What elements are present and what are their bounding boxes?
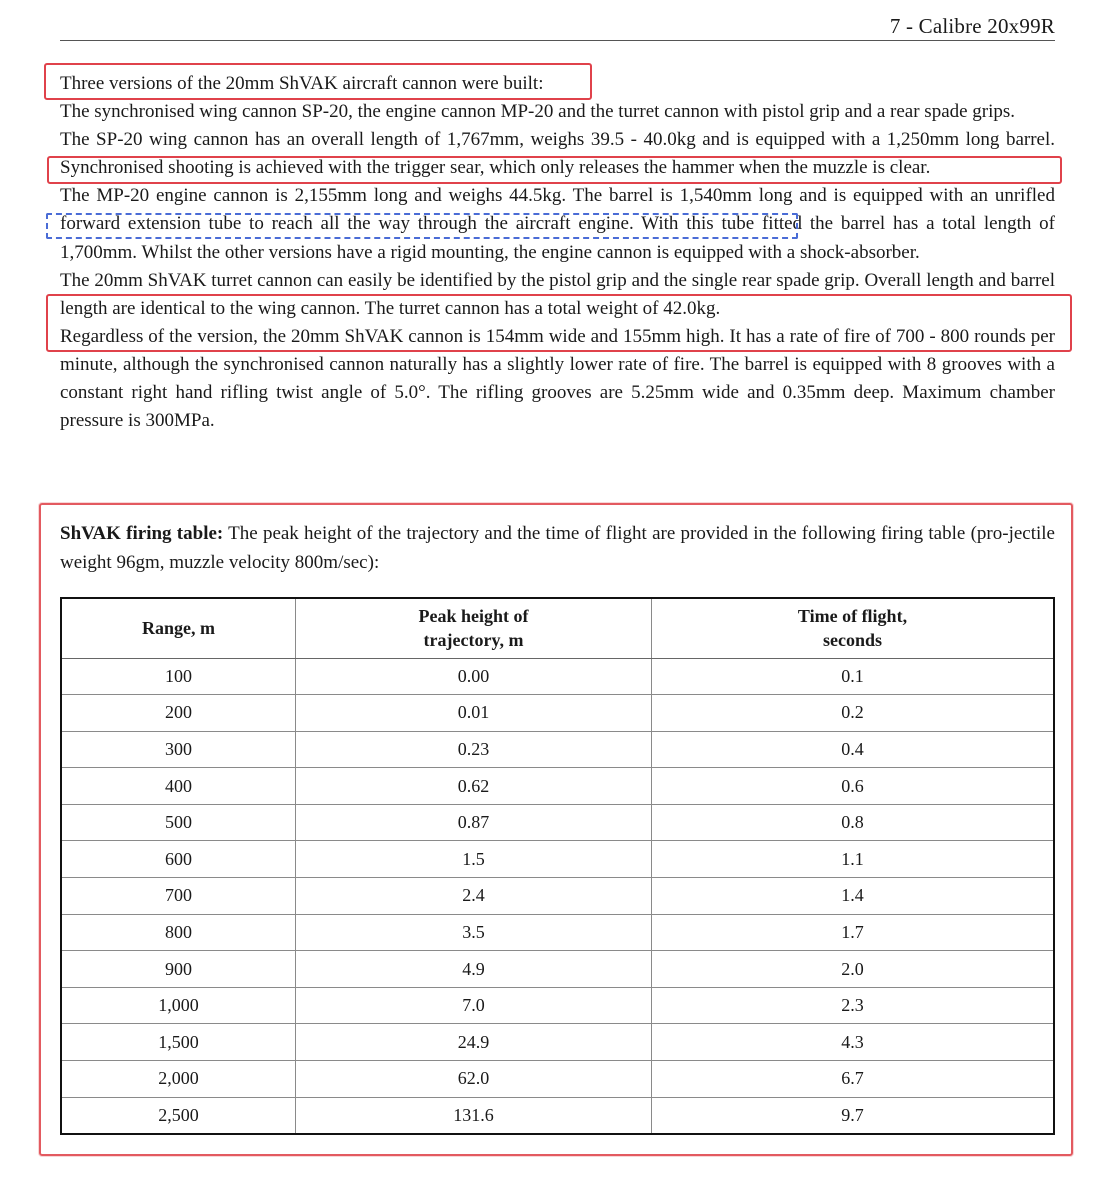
- cell-time-of-flight: 0.2: [652, 695, 1055, 732]
- header-peak-height-text: Peak height of trajectory, m: [418, 606, 529, 651]
- cell-peak-height: 3.5: [296, 914, 652, 951]
- caption-text: The peak height of the trajectory and the time of flight are provided in the following firing table (pro-jectile weight 96gm, muzzle velocity 800m/sec):: [60, 523, 1055, 573]
- cell-peak-height: 0.01: [296, 695, 652, 732]
- table-row: [61, 914, 1054, 951]
- cell-peak-height: 1.5: [296, 841, 652, 878]
- table-row: [61, 658, 1054, 695]
- cell-time-of-flight: 1.1: [652, 841, 1055, 878]
- cell-peak-height: 7.0: [296, 987, 652, 1024]
- cell-peak-height: 62.0: [296, 1061, 652, 1098]
- running-head: 7 - Calibre 20x99R: [60, 12, 1055, 41]
- paragraph-turret: The 20mm ShVAK turret cannon can easily be identified by the pistol grip and the single rear spade grip. Overall length and barrel length are identical to the wing cannon. The turret cannon has a total weight of 42.0kg.: [60, 269, 1055, 319]
- cell-range: 600: [61, 841, 296, 878]
- cell-range: 2,000: [61, 1061, 296, 1098]
- header-time-of-flight: [652, 598, 1055, 658]
- cell-range: 100: [61, 658, 296, 695]
- cell-time-of-flight: 6.7: [652, 1061, 1055, 1098]
- cell-range: 1,500: [61, 1024, 296, 1061]
- cell-time-of-flight: 0.6: [652, 768, 1055, 805]
- table-row: [61, 1024, 1054, 1061]
- paragraph-sp20: The SP-20 wing cannon has an overall length of 1,767mm, weighs 39.5 - 40.0kg and is equipped with a 1,250mm long barrel. Synchronised shooting is achieved with the trigger sear, which only releases the hammer when the muzzle is clear.: [60, 129, 1055, 179]
- table-header-row: [61, 598, 1054, 658]
- table-row: [61, 1061, 1054, 1098]
- cell-peak-height: 0.87: [296, 804, 652, 841]
- header-time-of-flight-text: Time of flight, seconds: [797, 606, 908, 651]
- highlight-sp20: [47, 156, 1062, 184]
- firing-table-caption: [60, 519, 1055, 577]
- table-row: [61, 987, 1054, 1024]
- cell-range: 1,000: [61, 987, 296, 1024]
- body-text: [60, 70, 1055, 435]
- cell-time-of-flight: 0.4: [652, 731, 1055, 768]
- cell-time-of-flight: 1.4: [652, 878, 1055, 915]
- cell-time-of-flight: 2.0: [652, 951, 1055, 988]
- cell-peak-height: 24.9: [296, 1024, 652, 1061]
- cell-range: 400: [61, 768, 296, 805]
- paragraph-intro: Three versions of the 20mm ShVAK aircraft cannon were built:: [60, 73, 544, 94]
- table-row: [61, 768, 1054, 805]
- header-range: Range, m: [61, 598, 296, 658]
- cell-peak-height: 4.9: [296, 951, 652, 988]
- highlight-turret: [46, 294, 1072, 352]
- cell-peak-height: 0.62: [296, 768, 652, 805]
- paragraph-mp20: The MP-20 engine cannon is 2,155mm long and weighs 44.5kg. The barrel is 1,540mm long and is equipped with an unrifled forward extension tube to reach all the way through the aircraft engine. With this tube fitted the barrel has a total length of 1,700mm. Whilst the other versions have a rigid mounting, the engine cannon is equipped with a shock-absorber.: [60, 185, 1055, 263]
- highlight-mp20: [46, 213, 798, 239]
- cell-time-of-flight: 1.7: [652, 914, 1055, 951]
- cell-range: 700: [61, 878, 296, 915]
- cell-peak-height: 2.4: [296, 878, 652, 915]
- paragraph-specs: Regardless of the version, the 20mm ShVAK cannon is 154mm wide and 155mm high. It has a rate of fire of 700 - 800 rounds per minute, although the synchronised cannon naturally has a slightly lower rate of fire. The barrel is equipped with 8 grooves with a constant right hand rifling twist angle of 5.0°. The rifling grooves are 5.25mm wide and 0.35mm deep. Maximum chamber pressure is 300MPa.: [60, 325, 1055, 432]
- cell-range: 800: [61, 914, 296, 951]
- cell-time-of-flight: 2.3: [652, 987, 1055, 1024]
- table-row: [61, 841, 1054, 878]
- caption-lead: ShVAK firing table:: [60, 523, 224, 544]
- cell-peak-height: 0.00: [296, 658, 652, 695]
- cell-range: 500: [61, 804, 296, 841]
- cell-range: 200: [61, 695, 296, 732]
- firing-table: [60, 597, 1055, 1135]
- table-row: [61, 951, 1054, 988]
- highlight-intro: [44, 63, 592, 100]
- firing-table-body: [61, 658, 1054, 1134]
- cell-time-of-flight: 4.3: [652, 1024, 1055, 1061]
- cell-range: 300: [61, 731, 296, 768]
- table-row: [61, 878, 1054, 915]
- table-row: [61, 804, 1054, 841]
- table-row: [61, 695, 1054, 732]
- cell-peak-height: 131.6: [296, 1097, 652, 1134]
- table-row: [61, 731, 1054, 768]
- table-row: [61, 1097, 1054, 1134]
- cell-range: 900: [61, 951, 296, 988]
- cell-time-of-flight: 0.8: [652, 804, 1055, 841]
- paragraph-versions: The synchronised wing cannon SP-20, the engine cannon MP-20 and the turret cannon with pistol grip and a rear spade grips.: [60, 101, 1016, 123]
- cell-range: 2,500: [61, 1097, 296, 1134]
- cell-time-of-flight: 9.7: [652, 1097, 1055, 1134]
- cell-time-of-flight: 0.1: [652, 658, 1055, 695]
- header-peak-height: [296, 598, 652, 658]
- cell-peak-height: 0.23: [296, 731, 652, 768]
